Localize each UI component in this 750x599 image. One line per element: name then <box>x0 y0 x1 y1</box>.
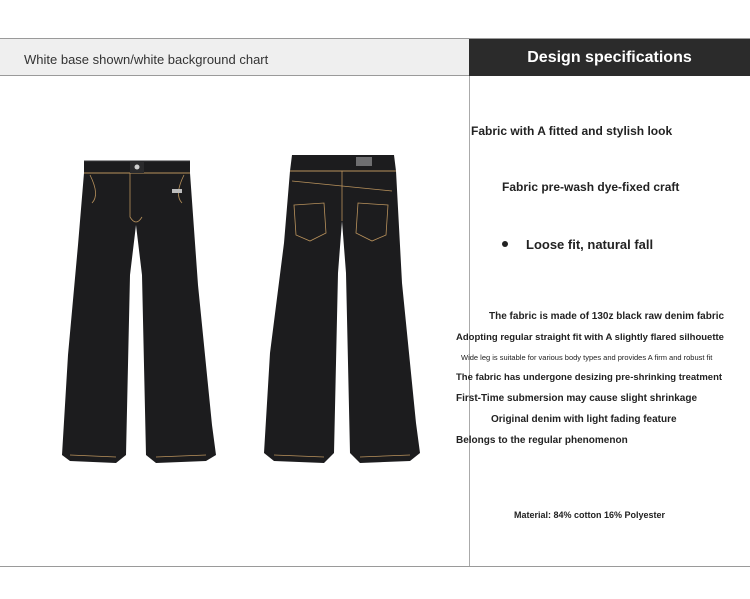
column-divider <box>469 76 470 566</box>
spec-fabric: The fabric is made of 130z black raw denim fabric <box>489 311 725 322</box>
bottom-border <box>0 566 750 567</box>
spec-regular: Belongs to the regular phenomenon <box>456 435 628 446</box>
left-header-bar <box>0 39 469 76</box>
jeans-front-image <box>60 155 218 467</box>
bullet-prewash: Fabric pre-wash dye-fixed craft <box>502 180 680 194</box>
spec-fading: Original denim with light fading feature <box>491 414 677 425</box>
material-label: Material: 84% cotton 16% Polyester <box>514 510 666 520</box>
spec-desizing: The fabric has undergone desizing pre-shrinking treatment <box>456 372 723 383</box>
bullet-loose-fit: Loose fit, natural fall <box>526 237 654 252</box>
spec-shrinkage: First-Time submersion may cause slight shrinkage <box>456 393 698 404</box>
spec-fit: Adopting regular straight fit with A slightly flared silhouette <box>456 332 724 343</box>
right-header-bar <box>469 39 750 76</box>
jeans-back-image <box>262 153 422 467</box>
left-header-title: White base shown/white background chart <box>24 52 269 67</box>
right-header-title: Design specifications <box>527 49 692 66</box>
spec-wide-leg: Wide leg is suitable for various body types and provides A firm and robust fit <box>461 353 713 362</box>
bullet-dot-icon <box>502 241 508 247</box>
bullet-fitted-look: Fabric with A fitted and stylish look <box>471 124 673 138</box>
